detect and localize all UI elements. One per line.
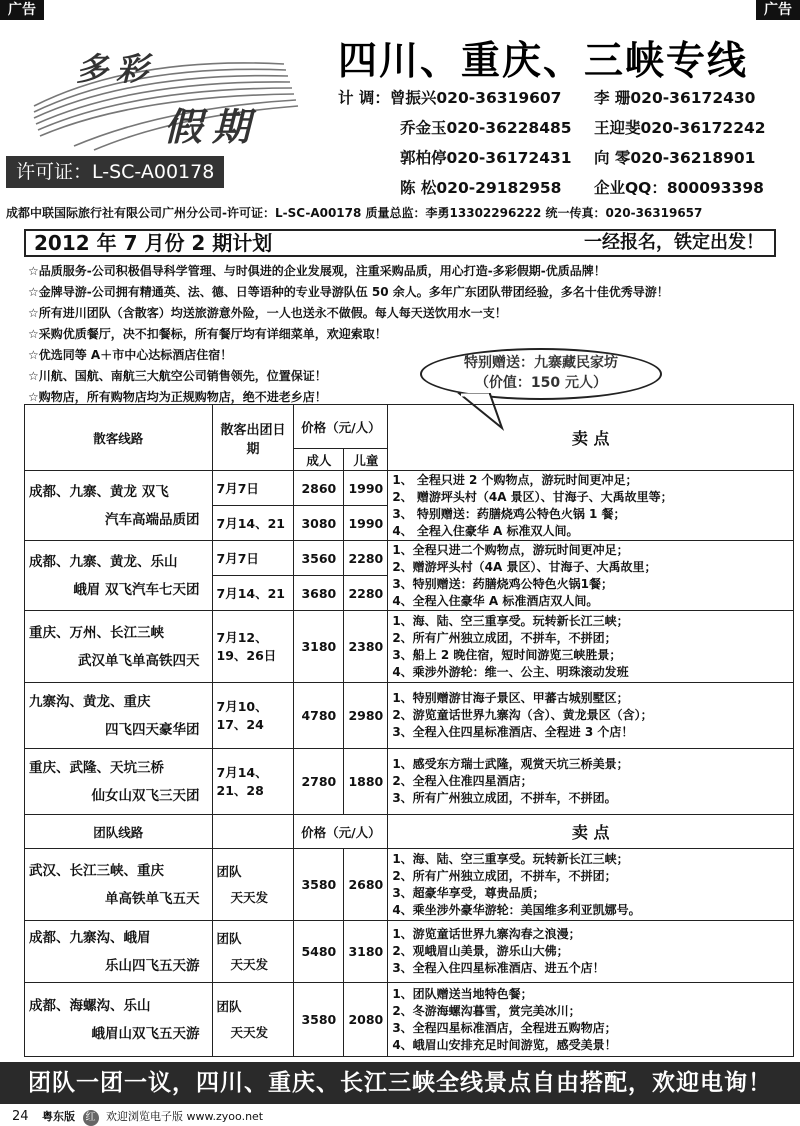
header-group-price: 价格（元/人） (294, 815, 388, 849)
logo-swoosh-icon (14, 36, 304, 154)
route-line1: 重庆、万州、长江三峡 (29, 624, 164, 641)
group-type-cell (212, 983, 294, 1057)
point: 4、 全程入住豪华 A 标准双人间。 (392, 523, 579, 538)
point: 1、 全程只进 2 个购物点，游玩时间更冲足； (392, 472, 638, 487)
point: 2、全程入住准四星酒店； (392, 774, 533, 788)
contact: 计 调：曾振兴020-36319607 (338, 89, 562, 107)
points-cell (388, 983, 794, 1057)
route-cell (25, 683, 213, 749)
gift-line1: 特别赠送：九寨藏民家坊 (464, 355, 618, 371)
route-line2: 汽车高端品质团 (105, 511, 200, 528)
point: 1、海、陆、空三重享受。玩转新长江三峡； (392, 851, 629, 866)
points-cell (388, 849, 794, 921)
point: 3、船上 2 晚住宿，短时间游览三峡胜景； (392, 647, 622, 662)
contact: 陈 松020-29182958 (400, 179, 562, 197)
route-line2: 仙女山双飞三天团 (91, 787, 200, 804)
table-row (25, 749, 794, 815)
adult-price: 2780 (294, 749, 344, 815)
date-cell: 7月14、21 (212, 576, 294, 611)
child-price: 1990 (344, 471, 388, 506)
points-cell (388, 749, 794, 815)
table-row (25, 471, 794, 506)
group-type-cell (212, 921, 294, 983)
note-item: ☆购物店，所有购物店均为正规购物店，绝不进老乡店！ (28, 390, 327, 404)
group-freq: 天天发 (230, 889, 269, 905)
table-row (25, 849, 794, 921)
child-price: 2280 (344, 576, 388, 611)
point: 2、 赠游坪头村（4A 景区）、甘海子、大禹故里等； (392, 489, 673, 504)
header-points: 卖 点 (388, 405, 794, 471)
license-badge: 许可证：L-SC-A00178 (6, 156, 224, 188)
header-group-points: 卖 点 (388, 815, 794, 849)
plan-bar (24, 229, 776, 257)
ad-label-left: 广告 (0, 0, 44, 20)
child-price: 2680 (344, 849, 388, 921)
plan-title: 2012 年 7 月份 2 期计划 (34, 231, 273, 255)
point: 4、全程入住豪华 A 标准酒店双人间。 (392, 593, 599, 608)
contact: 李 珊020-36172430 (594, 89, 756, 107)
point: 1、团队赠送当地特色餐； (392, 986, 533, 1001)
point: 4、乘坐涉外豪华游轮：美国维多利亚凯娜号。 (392, 902, 641, 917)
route-line2: 峨眉 双飞汽车七天团 (73, 581, 200, 598)
point: 2、所有广州独立成团，不拼车，不拼团； (392, 868, 617, 883)
adult-price: 3680 (294, 576, 344, 611)
date-cell: 7月14、21、28 (212, 749, 294, 815)
point: 1、游览童话世界九寨沟春之浪漫； (392, 927, 581, 941)
date-cell: 7月7日 (212, 471, 294, 506)
route-line2: 峨眉山双飞五天游 (91, 1025, 200, 1042)
group-type: 团队 (216, 930, 242, 946)
point: 3、 特别赠送：药膳烧鸡公特色火锅 1 餐； (392, 506, 626, 521)
route-line1: 九寨沟、黄龙、重庆 (29, 693, 151, 710)
brand-logo (14, 36, 304, 154)
header-route: 散客线路 (25, 405, 213, 471)
adult-price: 4780 (294, 683, 344, 749)
group-freq: 天天发 (230, 956, 269, 972)
point: 3、全程入住四星标准酒店、进五个店！ (392, 961, 605, 975)
route-line1: 成都、九寨沟、峨眉 (29, 929, 151, 946)
plan-slogan: 一经报名，铁定出发！ (584, 232, 764, 253)
gift-line2: （价值：150 元人） (474, 375, 608, 391)
group-type-cell (212, 849, 294, 921)
note-item: ☆品质服务-公司积极倡导科学管理、与时俱进的企业发展观，注重采购品质，用心打造-多彩假期-优质品牌！ (28, 264, 606, 278)
adult-price: 3580 (294, 849, 344, 921)
group-type: 团队 (216, 863, 242, 879)
header-price: 价格（元/人） (294, 405, 388, 449)
route-cell (25, 921, 213, 983)
point: 1、特别赠游甘海子景区、甲蕃古城别墅区； (392, 691, 629, 705)
adult-price: 3180 (294, 611, 344, 683)
point: 1、海、陆、空三重享受。玩转新长江三峡； (392, 613, 629, 628)
company-line: 成都中联国际旅行社有限公司广州分公司-许可证：L-SC-A00178 质量总监：李勇13302296222 统一传真：020-36319657 (6, 206, 703, 220)
logo-line1: 多彩 (76, 50, 157, 88)
contact: 乔金玉020-36228485 (400, 119, 572, 137)
table-row (25, 683, 794, 749)
table-row (25, 921, 794, 983)
date-cell: 7月14、21 (212, 506, 294, 541)
point: 1、全程只进二个购物点，游玩时间更冲足； (392, 542, 629, 557)
point: 1、感受东方瑞士武隆，观赏天坑三桥美景； (392, 757, 629, 771)
route-line2: 单高铁单飞五天 (105, 890, 200, 907)
point: 2、冬游海螺沟暮雪，赏完美冰川； (392, 1003, 581, 1018)
route-line2: 四飞四天豪华团 (105, 721, 200, 738)
route-line1: 重庆、武隆、天坑三桥 (29, 759, 164, 776)
adult-price: 2860 (294, 471, 344, 506)
route-line1: 成都、海螺沟、乐山 (29, 997, 151, 1014)
point: 2、观峨眉山美景，游乐山大佛； (392, 944, 569, 958)
point: 3、全程四星标准酒店，全程进五购物店； (392, 1020, 617, 1035)
footer (12, 1108, 263, 1126)
group-freq: 天天发 (230, 1024, 269, 1040)
contact: 王迎斐020-36172242 (594, 119, 766, 137)
point: 3、特别赠送：药膳烧鸡公特色火锅1餐； (392, 576, 614, 591)
edition-badge-icon: 红 (83, 1110, 99, 1126)
child-price: 2380 (344, 611, 388, 683)
table-row (25, 983, 794, 1057)
route-cell (25, 541, 213, 611)
tour-table (24, 404, 794, 1057)
header-group-route: 团队线路 (25, 815, 213, 849)
note-item: ☆川航、国航、南航三大航空公司销售领先，位置保证！ (28, 369, 327, 383)
route-cell (25, 471, 213, 541)
child-price: 2280 (344, 541, 388, 576)
adult-price: 3580 (294, 983, 344, 1057)
adult-price: 3560 (294, 541, 344, 576)
point: 3、全程入住四星标准酒店、全程进 3 个店！ (392, 725, 634, 739)
note-item: ☆金牌导游-公司拥有精通英、法、德、日等语种的专业导游队伍 50 余人。多年广东团队带团经验，多名十佳优秀导游！ (28, 285, 669, 299)
child-price: 1880 (344, 749, 388, 815)
group-type: 团队 (216, 998, 242, 1014)
ad-label-right: 广告 (756, 0, 800, 20)
points-cell (388, 921, 794, 983)
point: 3、所有广州独立成团，不拼车，不拼团。 (392, 791, 617, 805)
note-item: ☆所有进川团队（含散客）均送旅游意外险，一人也送永不做假。每人每天送饮用水一支！ (28, 306, 507, 320)
page-number: 24 (12, 1109, 29, 1124)
date-cell: 7月12、19、26日 (212, 611, 294, 683)
point: 4、峨眉山安排充足时间游览，感受美景！ (392, 1037, 617, 1052)
note-item: ☆优选同等 A＋市中心达标酒店住宿！ (28, 348, 233, 362)
child-price: 1990 (344, 506, 388, 541)
point: 3、超豪华享受，尊贵品质； (392, 885, 545, 900)
header-child: 儿童 (344, 449, 388, 471)
route-line1: 成都、九寨、黄龙 双飞 (29, 483, 169, 500)
route-cell (25, 749, 213, 815)
child-price: 2980 (344, 683, 388, 749)
table-row (25, 541, 794, 576)
point: 2、所有广州独立成团，不拼车，不拼团； (392, 630, 617, 645)
points-cell (388, 611, 794, 683)
footer-text: 欢迎浏览电子版 www.zyoo.net (106, 1110, 264, 1123)
route-cell (25, 611, 213, 683)
point: 2、赠游坪头村（4A 景区）、甘海子、大禹故里； (392, 559, 657, 574)
points-cell (388, 541, 794, 611)
note-item: ☆采购优质餐厅，决不扣餐标，所有餐厅均有详细菜单，欢迎索取！ (28, 327, 387, 341)
edition: 粤东版 (42, 1110, 76, 1123)
points-cell (388, 683, 794, 749)
child-price: 2080 (344, 983, 388, 1057)
header-date: 散客出团日期 (212, 405, 294, 471)
header-adult: 成人 (294, 449, 344, 471)
contact: 向 零020-36218901 (594, 149, 756, 167)
route-cell (25, 983, 213, 1057)
date-cell: 7月7日 (212, 541, 294, 576)
route-line2: 乐山四飞五天游 (105, 957, 200, 974)
point: 2、游览童话世界九寨沟（含）、黄龙景区（含）； (392, 708, 653, 722)
route-line2: 武汉单飞单高铁四天 (78, 652, 200, 669)
route-line1: 武汉、长江三峡、重庆 (29, 862, 164, 879)
logo-line2: 假期 (164, 104, 261, 149)
date-cell: 7月10、17、24 (212, 683, 294, 749)
route-line1: 成都、九寨、黄龙、乐山 (29, 553, 178, 570)
child-price: 3180 (344, 921, 388, 983)
bottom-banner: 团队一团一议，四川、重庆、长江三峡全线景点自由搭配，欢迎电询！ (0, 1062, 800, 1104)
adult-price: 5480 (294, 921, 344, 983)
adult-price: 3080 (294, 506, 344, 541)
point: 4、乘涉外游轮：维一、公主、明珠滚动发班 (392, 664, 629, 679)
route-cell (25, 849, 213, 921)
contact: 郭柏停020-36172431 (400, 149, 572, 167)
table-row (25, 611, 794, 683)
contact: 企业QQ：800093398 (594, 179, 764, 197)
points-cell (388, 471, 794, 541)
headline: 四川、重庆、三峡专线 (338, 39, 749, 84)
